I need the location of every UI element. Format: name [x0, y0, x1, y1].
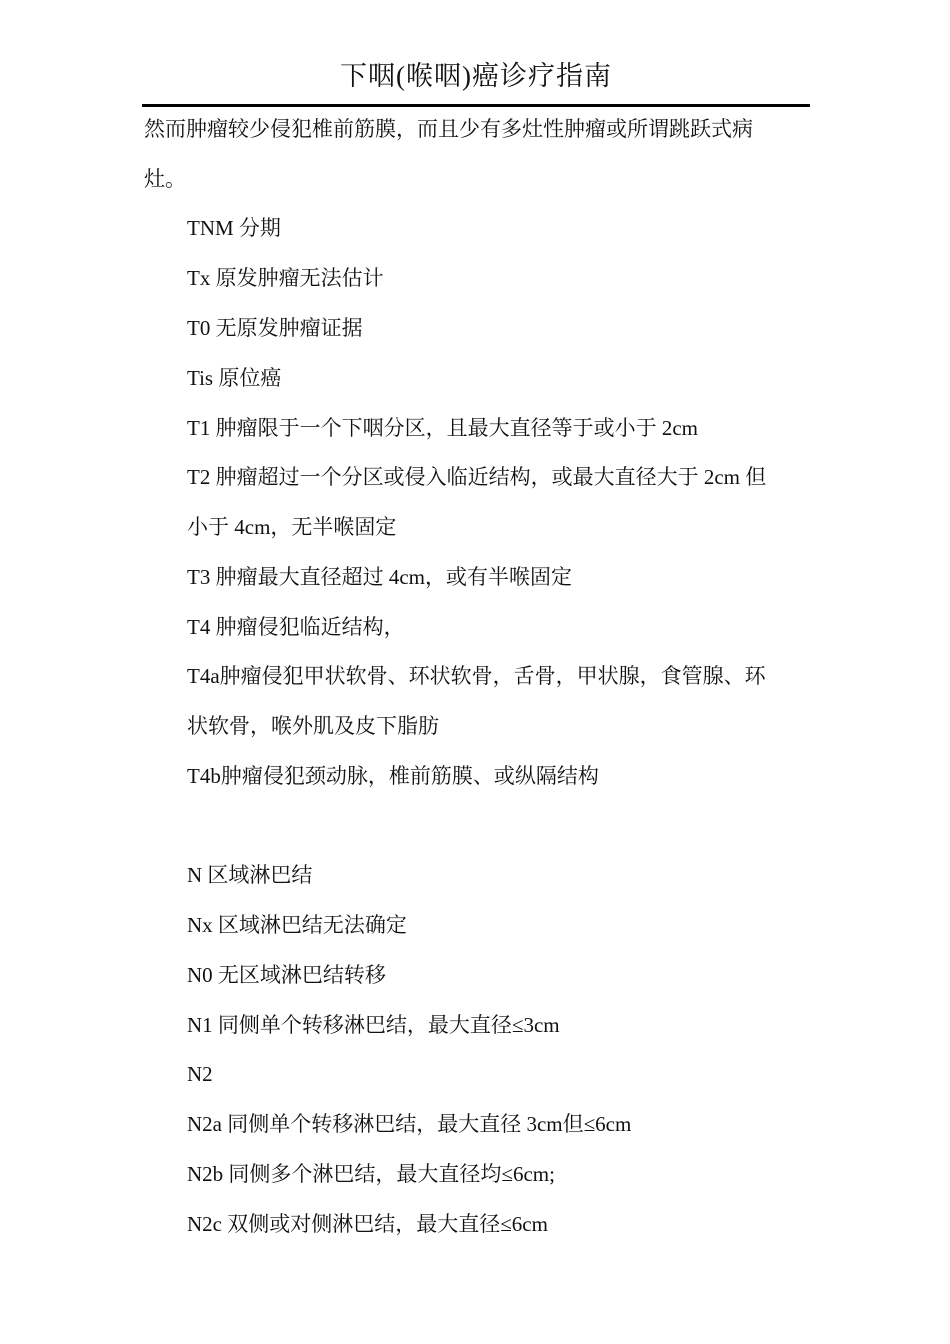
n-stage-n1: N1 同侧单个转移淋巴结，最大直径≤3cm	[187, 1013, 560, 1037]
header-divider	[142, 104, 810, 107]
t-stage-t0: T0 无原发肿瘤证据	[187, 316, 363, 340]
t-stage-t4a: T4a肿瘤侵犯甲状软骨、环状软骨，舌骨，甲状腺，食管腺、环	[187, 664, 766, 688]
t-stage-t3: T3 肿瘤最大直径超过 4cm，或有半喉固定	[187, 565, 572, 589]
n-stage-n2b: N2b 同侧多个淋巴结，最大直径均≤6cm;	[187, 1162, 555, 1186]
tnm-heading: TNM 分期	[187, 216, 281, 240]
page-title: 下咽(喉咽)癌诊疗指南	[340, 61, 612, 91]
t-stage-t4a-cont: 状软骨，喉外肌及皮下脂肪	[187, 714, 439, 738]
n-stage-n2c: N2c 双侧或对侧淋巴结，最大直径≤6cm	[187, 1212, 548, 1236]
n-heading: N 区域淋巴结	[187, 863, 313, 887]
n-stage-nx: Nx 区域淋巴结无法确定	[187, 913, 407, 937]
t-stage-t4b: T4b肿瘤侵犯颈动脉，椎前筋膜、或纵隔结构	[187, 764, 599, 788]
intro-line-1: 然而肿瘤较少侵犯椎前筋膜，而且少有多灶性肿瘤或所谓跳跃式病	[144, 117, 753, 141]
n-stage-n2a: N2a 同侧单个转移淋巴结，最大直径 3cm但≤6cm	[187, 1112, 632, 1136]
t-stage-t2-cont: 小于 4cm，无半喉固定	[187, 515, 397, 539]
t-stage-t2: T2 肿瘤超过一个分区或侵入临近结构，或最大直径大于 2cm 但	[187, 465, 767, 489]
t-stage-tx: Tx 原发肿瘤无法估计	[187, 266, 384, 290]
t-stage-t1: T1 肿瘤限于一个下咽分区，且最大直径等于或小于 2cm	[187, 416, 698, 440]
intro-line-2: 灶。	[144, 167, 186, 191]
n-stage-n2: N2	[187, 1062, 213, 1086]
t-stage-t4: T4 肿瘤侵犯临近结构，	[187, 615, 405, 639]
n-stage-n0: N0 无区域淋巴结转移	[187, 963, 386, 987]
t-stage-tis: Tis 原位癌	[187, 366, 282, 390]
